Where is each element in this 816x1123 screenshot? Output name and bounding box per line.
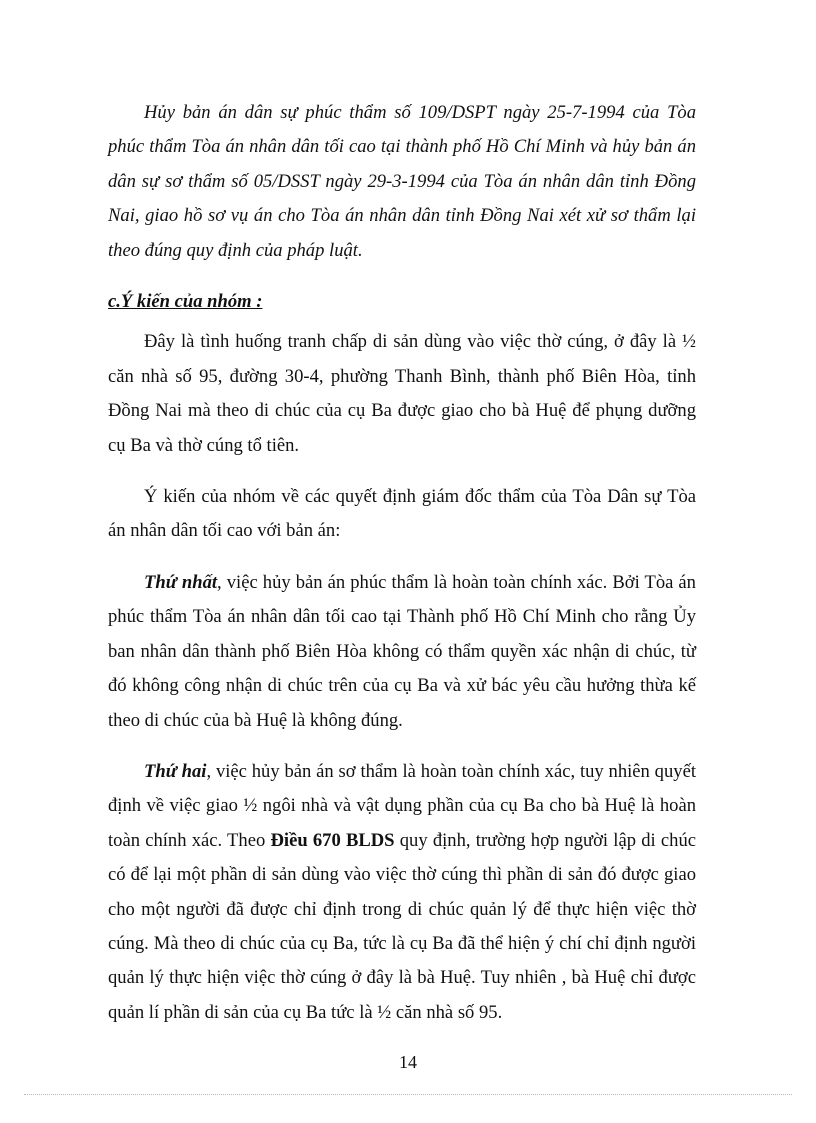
page-number: 14 [399,1052,417,1072]
first-point-text: , việc hủy bản án phúc thẩm là hoàn toàn chính xác. Bởi Tòa án phúc thẩm Tòa án nhân dân tối cao tại Thành phố Hồ Chí Minh cho rằng Ủy ban nhân dân thành phố Biên Hòa không có thẩm quyền xác nhận di chúc, từ đó không công nhận di chúc trên của cụ Ba và xử bác yêu cầu hưởng thừa kế theo di chúc của bà Huệ là không đúng. [108,571,696,731]
paragraph-verdict: Hủy bản án dân sự phúc thẩm số 109/DSPT ngày 25-7-1994 của Tòa phúc thẩm Tòa án nhân dân tối cao tại thành phố Hồ Chí Minh và hủy bản án dân sự sơ thẩm số 05/DSST ngày 29-3-1994 của Tòa án nhân dân tỉnh Đồng Nai, giao hồ sơ vụ án cho Tòa án nhân dân tỉnh Đồng Nai xét xử sơ thẩm lại theo đúng quy định của pháp luật. [108,102,696,261]
paragraph-situation: Đây là tình huống tranh chấp di sản dùng vào việc thờ cúng, ở đây là ½ căn nhà số 95, đường 30-4, phường Thanh Bình, thành phố Biên Hòa, tỉnh Đồng Nai mà theo di chúc của cụ Ba được giao cho bà Huệ để phụng dưỡng cụ Ba và thờ cúng tổ tiên. [108,331,696,456]
second-point-lead: Thứ hai [144,760,207,782]
page-content [108,96,696,1047]
section-heading: c.Ý kiến của nhóm : [108,291,263,313]
paragraph-second-point [108,755,696,1030]
paragraph-opinion-intro: Ý kiến của nhóm về các quyết định giám đốc thẩm của Tòa Dân sự Tòa án nhân dân tối cao với bản án: [108,486,696,542]
second-point-text-a: , việc hủy bản án sơ thẩm là hoàn toàn chính xác, tuy nhiên quyết định về việc giao ½ ngôi nhà và vật dụng phần của cụ Ba cho bà Huệ là hoàn toàn chính xác. Theo [108,760,696,851]
law-article-reference: Điều 670 BLDS [270,829,395,851]
paragraph-first-point [108,566,696,738]
second-point-text-b: quy định, trường hợp người lập di chúc có để lại một phần di sản dùng vào việc thờ cúng thì phần di sản đó được giao cho một người đã được chỉ định trong di chúc quản lý để thực hiện việc thờ cúng. Mà theo di chúc của cụ Ba, tức là cụ Ba đã thể hiện ý chí chỉ định người quản lý thực hiện việc thờ cúng ở đây là bà Huệ. Tuy nhiên , bà Huệ chỉ được quản lí phần di sản của cụ Ba tức là ½ căn nhà số 95. [108,829,696,1023]
page-bottom-divider [24,1094,792,1095]
first-point-lead: Thứ nhất [144,571,218,593]
